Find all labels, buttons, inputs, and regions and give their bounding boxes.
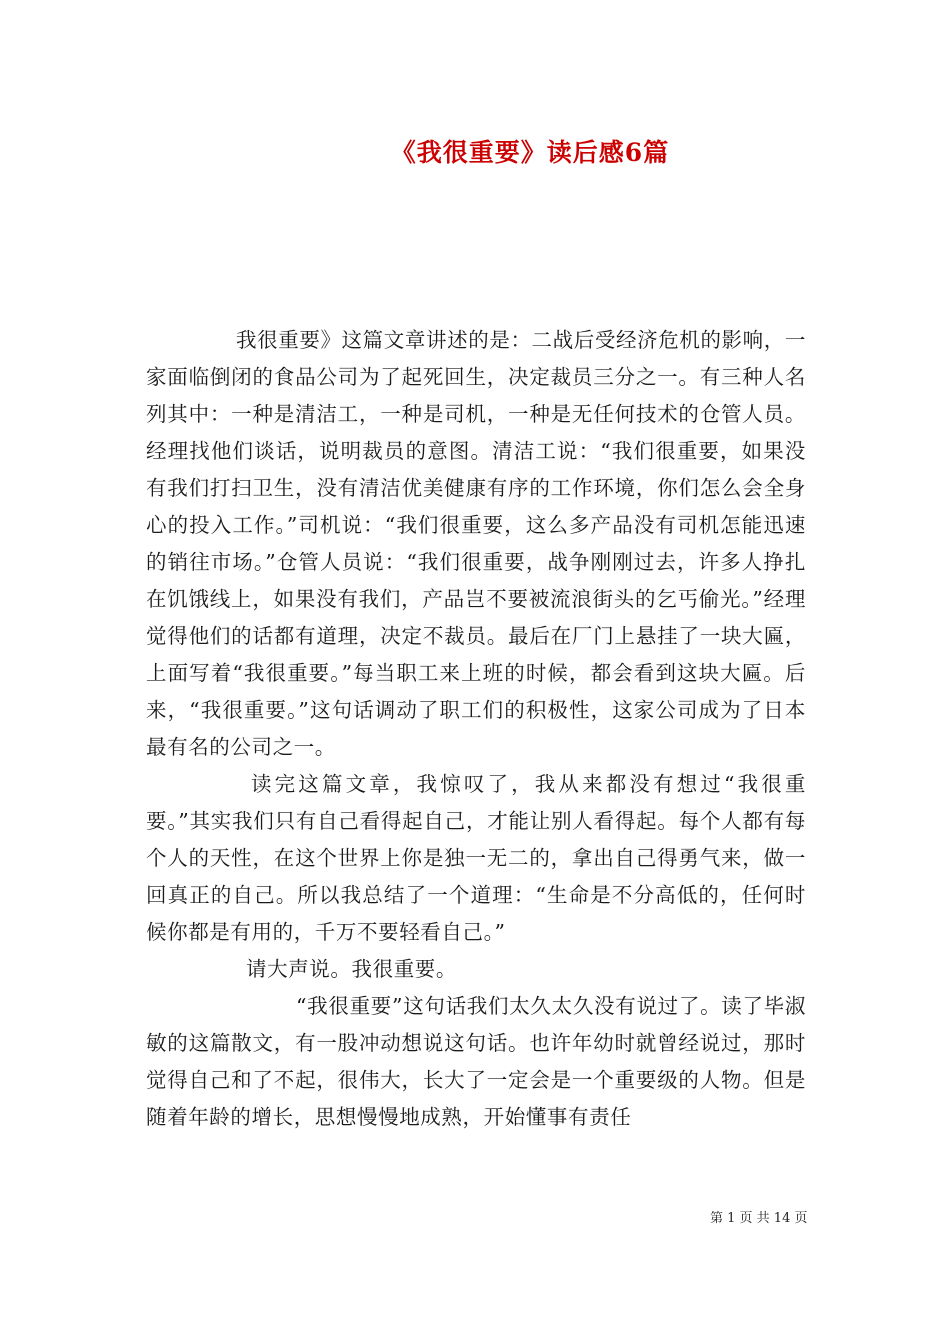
document-title: 《我很重要》读后感6篇 — [390, 138, 670, 167]
paragraph-2: 读完这篇文章，我惊叹了，我从来都没有想过“我很重要。”其实我们只有自己看得起自己，才能让别人看得起。每个人都有每个人的天性，在这个世界上你是独一无二的，拿出自己得勇气来，做一回真正的自己。所以我总结了一个道理：“生命是不分高低的，任何时候你都是有用的，千万不要轻看自己。” — [146, 772, 806, 944]
paragraph-1: 我很重要》这篇文章讲述的是：二战后受经济危机的影响，一家面临倒闭的食品公司为了起死回生，决定裁员三分之一。有三种人名列其中：一种是清洁工，一种是司机，一种是无任何技术的仓管人员。经理找他们谈话，说明裁员的意图。清洁工说：“我们很重要，如果没有我们打扫卫生，没有清洁优美健康有序的工作环境，你们怎么会全身心的投入工作。”司机说：“我们很重要，这么多产品没有司机怎能迅速的销往市场。”仓管人员说：“我们很重要，战争刚刚过去，许多人挣扎在饥饿线上，如果没有我们，产品岂不要被流浪街头的乞丐偷光。”经理觉得他们的话都有道理，决定不裁员。最后在厂门上悬挂了一块大匾，上面写着“我很重要。”每当职工来上班的时候，都会看到这块大匾。后来，“我很重要。”这句话调动了职工们的积极性，这家公司成为了日本最有名的公司之一。 — [146, 328, 806, 759]
document-body — [146, 322, 806, 1136]
page-number-footer: 第 1 页 共 14 页 — [710, 1211, 808, 1226]
paragraph-3: 请大声说。我很重要。 — [246, 957, 457, 981]
paragraph-4: “我很重要”这句话我们太久太久没有说过了。读了毕淑敏的这篇散文，有一股冲动想说这句话。也许年幼时就曾经说过，那时觉得自己和了不起，很伟大，长大了一定会是一个重要级的人物。但是随着年龄的增长，思想慢慢地成熟，开始懂事有责任 — [146, 994, 806, 1129]
